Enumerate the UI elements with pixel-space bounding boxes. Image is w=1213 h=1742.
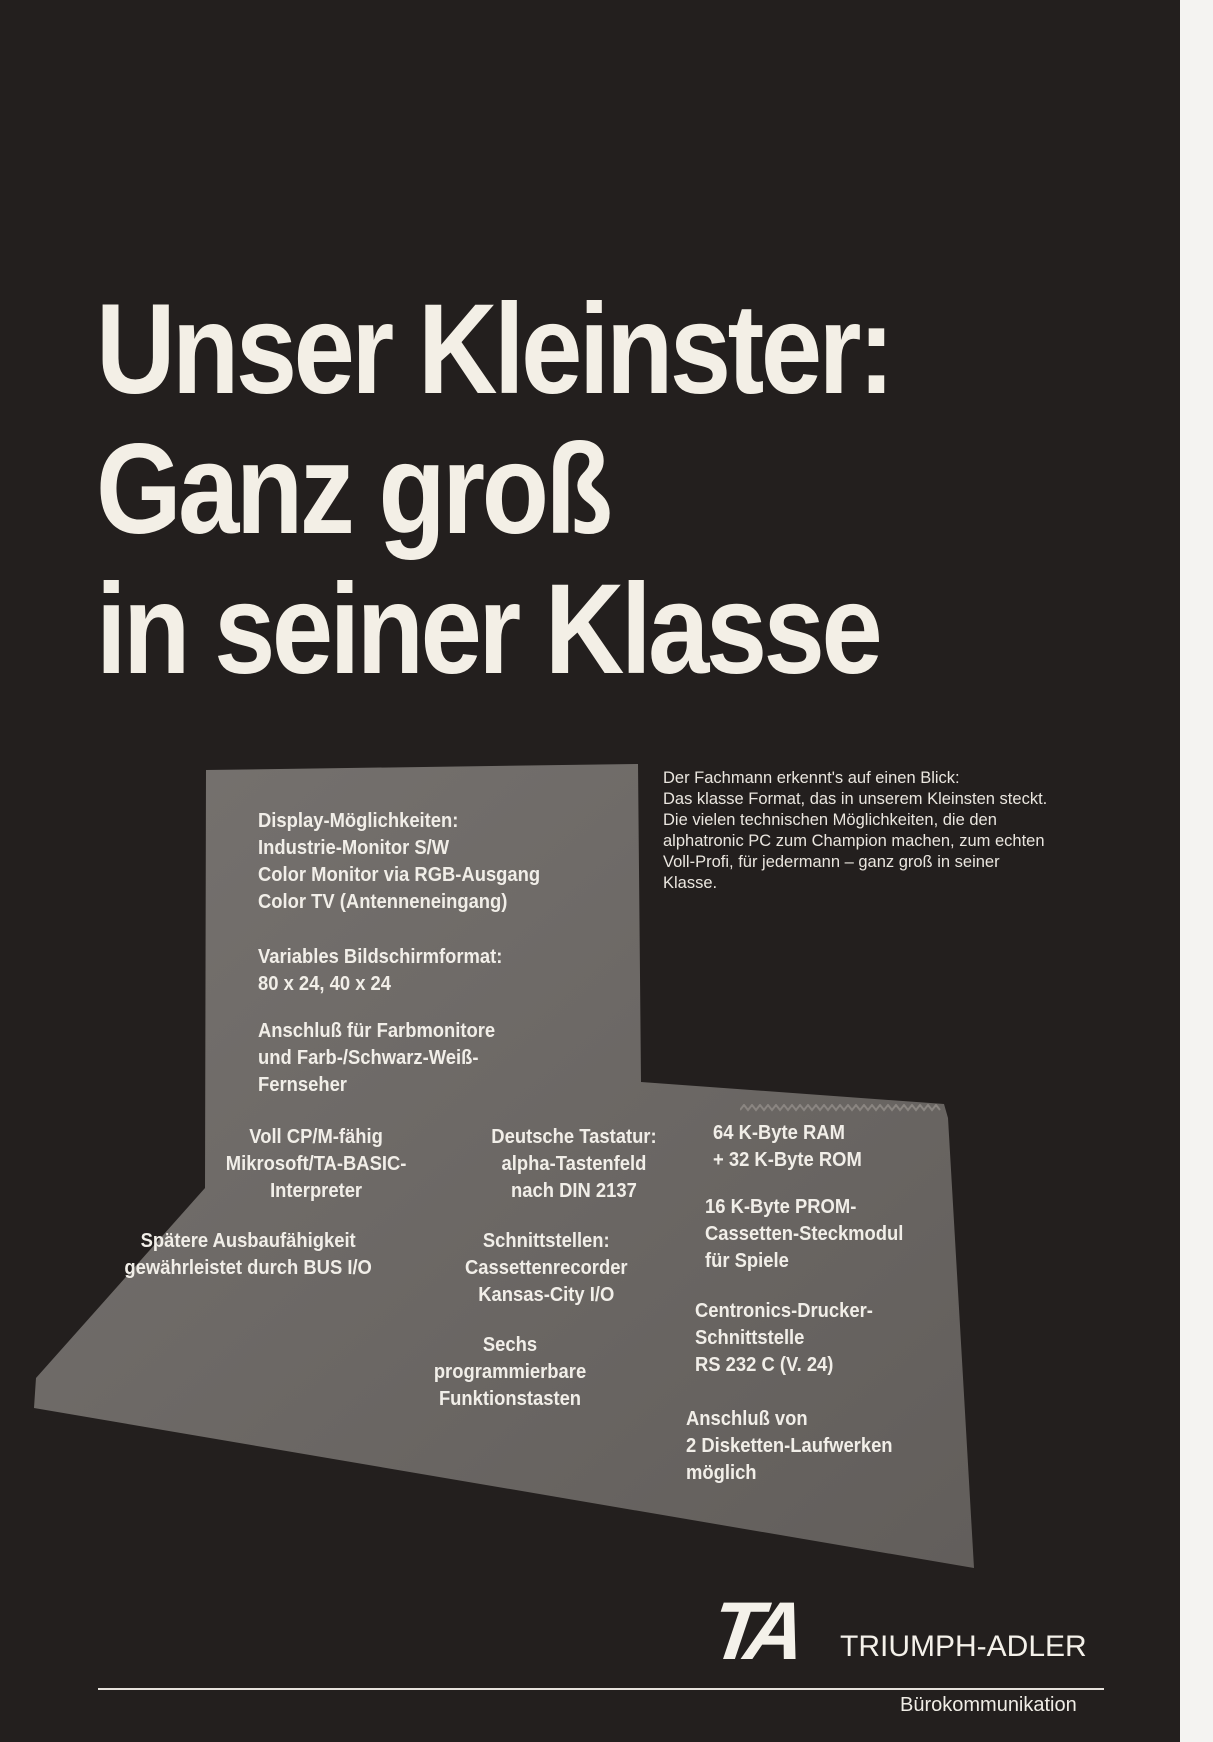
footer-divider xyxy=(98,1688,1104,1690)
intro-text xyxy=(663,768,1123,894)
spec-schnittstellen: Schnittstellen: Cassettenrecorder Kansas-City I/O xyxy=(464,1230,628,1306)
intro-line: alphatronic PC zum Champion machen, zum echten xyxy=(663,832,1045,850)
spec-display: Display-Möglichkeiten: Industrie-Monitor S/W Color Monitor via RGB-Ausgang Color TV (Antenneneingang) xyxy=(258,810,541,913)
intro-line: Voll-Profi, für jedermann – ganz groß in seiner xyxy=(663,853,1000,871)
intro-line: Die vielen technischen Möglichkeiten, die den xyxy=(663,811,997,829)
brand-name: TRIUMPH-ADLER xyxy=(840,1630,1087,1663)
spec-funktionstasten: Sechs programmierbare Funktionstasten xyxy=(433,1334,587,1410)
spec-bildschirmformat: Variables Bildschirmformat: 80 x 24, 40 x 24 xyxy=(258,946,503,995)
spec-drucker: Centronics-Drucker- Schnittstelle RS 232 C (V. 24) xyxy=(695,1300,873,1376)
brand-tagline: Bürokommunikation xyxy=(900,1694,1077,1716)
spec-cpm: Voll CP/M-fähig Mikrosoft/TA-BASIC- Interpreter xyxy=(225,1126,407,1202)
keyboard-notch-edge xyxy=(740,1104,942,1112)
headline-line-2: Ganz groß xyxy=(96,418,610,561)
spec-anschluss-farbmonitore: Anschluß für Farbmonitore und Farb-/Schwarz-Weiß- Fernseher xyxy=(258,1020,496,1096)
intro-line: Der Fachmann erkennt's auf einen Blick: xyxy=(663,769,960,787)
headline-line-3: in seiner Klasse xyxy=(96,558,880,701)
paper-margin xyxy=(1180,0,1213,1742)
ta-logo-mark: TA xyxy=(705,1586,802,1677)
spec-tastatur: Deutsche Tastatur: alpha-Tastenfeld nach DIN 2137 xyxy=(491,1126,657,1202)
headline-line-1: Unser Kleinster: xyxy=(96,278,892,421)
spec-disketten: Anschluß von 2 Disketten-Laufwerken möglich xyxy=(686,1408,893,1484)
spec-prom: 16 K-Byte PROM- Cassetten-Steckmodul für Spiele xyxy=(705,1196,904,1272)
intro-line: Klasse. xyxy=(663,874,718,892)
spec-ram: 64 K-Byte RAM + 32 K-Byte ROM xyxy=(713,1122,862,1171)
spec-ausbaufaehigkeit: Spätere Ausbaufähigkeit gewährleistet durch BUS I/O xyxy=(124,1230,372,1279)
intro-line: Das klasse Format, das in unserem Kleinsten steckt. xyxy=(663,790,1048,808)
triumph-adler-logo xyxy=(705,1586,1132,1677)
